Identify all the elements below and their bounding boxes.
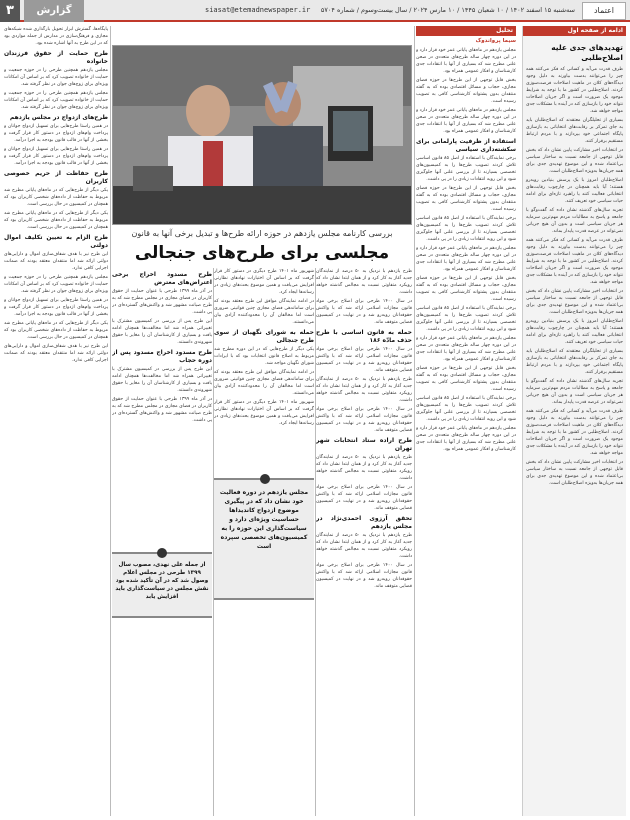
paragraph: برخی نمایندگان با استفاده از اصل ۸۵ قانون اساسی تلاش کردند تصویب طرح‌ها را به کمیسیون‌های تخصصی بسپارند تا از بررسی علنی آنها جلوگیری شود و این رویه انتقادات زیادی را در پی داشت.: [416, 156, 516, 182]
paragraph: در سال ۱۴۰۰ طرحی برای اصلاح برخی مواد قانون مجازات اسلامی ارائه شد که با واکنش حقوقدانان روبه‌رو شد و در نهایت در کمیسیون قضایی متوقف ماند.: [316, 347, 412, 373]
page-number: ۳: [0, 0, 20, 22]
pull-quote-2: [112, 552, 212, 618]
paragraph: یکی دیگر از طرح‌هایی که در ماه‌های پایانی مطرح شد مربوط به حفاظت از داده‌های شخصی کاربران بود که همچنان در کمیسیون در حال بررسی است.: [4, 321, 108, 340]
paragraph: در انتخابات اخیر مشارکت پایین نشان داد که بخش قابل توجهی از جامعه نسبت به ساختار سیاسی بی‌اعتماد شده و این موضوع تهدیدی جدی برای همه جریان‌ها به‌ویژه اصلاح‌طلبان است.: [526, 289, 623, 315]
right-column: [522, 26, 626, 816]
paragraph: در سال ۱۴۰۰ طرحی برای اصلاح برخی مواد قانون مجازات اسلامی ارائه شد که با واکنش حقوقدانان روبه‌رو شد و در نهایت در کمیسیون قضایی متوقف ماند.: [316, 407, 412, 433]
paragraph: این طرح نیز با هدف شفاف‌سازی اموال و دارایی‌های دولتی ارائه شد اما منتقدان معتقد بودند که ضمانت اجرایی کافی ندارد.: [4, 344, 108, 363]
paragraph: بخش قابل توجهی از این طرح‌ها در حوزه فضای مجازی، حجاب و مسائل اقتصادی بوده که به گفته منتقدان بدون پشتوانه کارشناسی کافی به تصویب رسیده است.: [416, 276, 516, 302]
page-header: [0, 0, 630, 22]
analysis-bar: تحلیل: [416, 26, 516, 36]
continuation-bar: ادامه از صفحه اول: [523, 26, 626, 36]
paragraph: طرح یازدهم با نزدیک به ۵۰ درصد از نمایندگان جدید آغاز به کار کرد و از همان ابتدا نشان داد که رویکرد متفاوتی نسبت به مجالس گذشته خواهد داشت.: [316, 269, 412, 295]
paragraph: در آذر ماه ۱۳۹۹ طرحی با عنوان حمایت از حقوق کاربران در فضای مجازی در مجلس مطرح شد که به طرح صیانت مشهور شد و واکنش‌های گسترده‌ای در پی داشت.: [112, 289, 212, 315]
site-email: siasat@etemadnewspaper.ir: [205, 6, 311, 14]
paragraph: در انتخابات اخیر مشارکت پایین نشان داد که بخش قابل توجهی از جامعه نسبت به ساختار سیاسی بی‌اعتماد شده و این موضوع تهدیدی جدی برای همه جریان‌ها به‌ویژه اصلاح‌طلبان است.: [526, 460, 623, 486]
paragraph: بسیاری از تحلیلگران معتقدند که اصلاح‌طلبان باید به جای تمرکز بر رقابت‌های انتخاباتی به بازسازی پایگاه اجتماعی خود بپردازند و با مردم ارتباط مستقیم برقرار کنند.: [526, 349, 623, 375]
paragraph: طرح یازدهم با نزدیک به ۵۰ درصد از نمایندگان جدید آغاز به کار کرد و از همان ابتدا نشان داد که رویکرد متفاوتی نسبت به مجالس گذشته خواهد داشت.: [316, 455, 412, 481]
paragraph: اصلاح‌طلبان امروز با یک پرسش بنیادین روبه‌رو هستند؛ آیا باید همچنان در چارچوب رقابت‌های انتخاباتی فعالیت کنند یا راهبرد تازه‌ای برای ادامه حیات سیاسی خود تعریف کنند.: [526, 319, 623, 345]
subheading: حمله به شورای نگهبان از سوی طرح جنجالی: [214, 329, 314, 344]
paragraph: مجلس یازدهم در ماه‌های پایانی عمر خود قرار دارد و در این دوره چهار ساله طرح‌های متعددی در صحن علنی مطرح شد که بسیاری از آنها با انتقادات جدی کارشناسان و افکار عمومی همراه بود.: [416, 336, 516, 362]
paragraph: بخش قابل توجهی از این طرح‌ها در حوزه فضای مجازی، حجاب و مسائل اقتصادی بوده که به گفته منتقدان بدون پشتوانه کارشناسی کافی به تصویب رسیده است.: [416, 186, 516, 212]
pull-quote-text: از جمله علی نهدی، مصوب سال ۱۳۹۹ طرحی در مجلس اعلام وصول شد که در آن تأکید شده بود نقش مجلس در سیاست‌گذاری باید افزایش یابد: [115, 562, 209, 600]
paragraph: این طرح پس از بررسی در کمیسیون مشترک با تغییراتی همراه شد اما مخالفت‌ها همچنان ادامه یافت و بسیاری از کارشناسان آن را مغایر با حقوق شهروندی دانستند.: [112, 319, 212, 345]
paragraph: در همین راستا طرح‌هایی برای تسهیل ازدواج جوانان و پرداخت وام‌های ازدواج در دستور کار قرار گرفت و بخشی از آنها در قالب قانون بودجه به اجرا درآمد.: [4, 147, 108, 166]
article-column-1: [316, 268, 412, 816]
paragraph: برخی نمایندگان با استفاده از اصل ۸۵ قانون اساسی تلاش کردند تصویب طرح‌ها را به کمیسیون‌های تخصصی بسپارند تا از بررسی علنی آنها جلوگیری شود و این رویه انتقادات زیادی را در پی داشت.: [416, 306, 516, 332]
paragraph: مجلس یازدهم در ماه‌های پایانی عمر خود قرار دارد و در این دوره چهار ساله طرح‌های متعددی در صحن علنی مطرح شد که بسیاری از آنها با انتقادات جدی کارشناسان و افکار عمومی همراه بود.: [416, 108, 516, 134]
subheading: طرح مسدود اخراج برخی اعتراض‌های معترض: [112, 271, 212, 286]
paragraph: بخش قابل توجهی از این طرح‌ها در حوزه فضای مجازی، حجاب و مسائل اقتصادی بوده که به گفته منتقدان بدون پشتوانه کارشناسی کافی به تصویب رسیده است.: [416, 78, 516, 104]
subheading: طرح الزام به تعیین تکلیف اموال دولتی: [4, 234, 108, 249]
column-divider: [110, 26, 111, 816]
subheading: طرح مسدود اخراج مسدود پس از دوره حجاب: [112, 349, 212, 364]
paragraph: مجلس یازدهم همچنین طرحی را در حوزه جمعیت و حمایت از خانواده تصویب کرد که بر اساس آن امکانات ویژه‌ای برای زوج‌های جوان در نظر گرفته شد.: [4, 91, 108, 110]
paragraph: بخش قابل توجهی از این طرح‌ها در حوزه فضای مجازی، حجاب و مسائل اقتصادی بوده که به گفته منتقدان بدون پشتوانه کارشناسی کافی به تصویب رسیده است.: [416, 366, 516, 392]
paragraph: شهریور ماه ۱۴۰۱ طرح دیگری در دستور کار قرار گرفت که بر اساس آن اختیارات نهادهای نظارتی افزایش می‌یافت و همین موضوع بحث‌های زیادی در رسانه‌ها ایجاد کرد.: [214, 400, 314, 426]
column-divider: [414, 26, 415, 816]
paragraph: تجربه سال‌های گذشته نشان داده که گفت‌وگو با جامعه و پاسخ به مطالبات مردم مهم‌ترین سرمایه هر جریان سیاسی است و بدون آن هیچ جریانی نمی‌تواند در عرصه قدرت پایدار بماند.: [526, 208, 623, 234]
paragraph: تجربه سال‌های گذشته نشان داده که گفت‌وگو با جامعه و پاسخ به مطالبات مردم مهم‌ترین سرمایه هر جریان سیاسی است و بدون آن هیچ جریانی نمی‌تواند در عرصه قدرت پایدار بماند.: [526, 379, 623, 405]
paragraph: در آذر ماه ۱۳۹۹ طرحی با عنوان حمایت از حقوق کاربران در فضای مجازی در مجلس مطرح شد که به طرح صیانت مشهور شد و واکنش‌های گسترده‌ای در پی داشت.: [112, 397, 212, 423]
paragraph: طرف قدرت می‌آید و کسانی که فکر می‌کنند همه چیز را می‌توانند بدست بیاورند به دلیل وجود دیدگاه‌های کلان در ماهیت اصلاحات فرصت‌سوزی کردند. اصلاح‌طلبی در کشور ما با توجه به شرایط موجود یک ضرورت است و اگر جریان اصلاحات نتواند خود را بازسازی کند در آینده با مشکلات جدی مواجه خواهد شد.: [526, 409, 623, 456]
subheading: تحقق آرزوی احمدی‌نژاد در مجلس یازدهم: [316, 515, 412, 530]
subheading: حمله به قانون اساسی با طرح حذف مادّه ۱۸۶: [316, 329, 412, 344]
subheading: طرح حفاظت از حریم خصوصی کاربران: [4, 170, 108, 185]
pull-quote-text: مجلس یازدهم در دوره فعالیت خود نشان داد که در پیگیری موضوع ازدواج کاندیداها حساسیت ویژه‌ای دارد و سیاست‌گذاری این حوزه را به کمیسیون‌های تخصصی سپرده است: [219, 489, 309, 550]
paragraph: این طرح پس از بررسی در کمیسیون مشترک با تغییراتی همراه شد اما مخالفت‌ها همچنان ادامه یافت و بسیاری از کارشناسان آن را مغایر با حقوق شهروندی دانستند.: [112, 367, 212, 393]
paragraph: پایگاه‌ها، گسترش ابزار تحویل بارگذاری شده شبکه‌های مجازی و فرهنگ‌سازی در مدارس از جمله مواردی بود که در این طرح به آنها اشاره شده بود.: [4, 27, 108, 46]
paragraph: این طرح نیز با هدف شفاف‌سازی اموال و دارایی‌های دولتی ارائه شد اما منتقدان معتقد بودند که ضمانت اجرایی کافی ندارد.: [4, 252, 108, 271]
right-article-title: تهدیدهای جدی علیه اصلاح‌طلبی: [551, 43, 623, 62]
paragraph: مجلس یازدهم در ماه‌های پایانی عمر خود قرار دارد و در این دوره چهار ساله طرح‌های متعددی در صحن علنی مطرح شد که بسیاری از آنها با انتقادات جدی کارشناسان و افکار عمومی همراه بود.: [416, 48, 516, 74]
paragraph: بسیاری از تحلیلگران معتقدند که اصلاح‌طلبان باید به جای تمرکز بر رقابت‌های انتخاباتی به بازسازی پایگاه اجتماعی خود بپردازند و با مردم ارتباط مستقیم برقرار کنند.: [526, 118, 623, 144]
left-column: [4, 26, 108, 816]
parliament-photo: [112, 45, 412, 225]
paragraph: برخی نمایندگان با استفاده از اصل ۸۵ قانون اساسی تلاش کردند تصویب طرح‌ها را به کمیسیون‌های تخصصی بسپارند تا از بررسی علنی آنها جلوگیری شود و این رویه انتقادات زیادی را در پی داشت.: [416, 396, 516, 422]
paragraph: در همین راستا طرح‌هایی برای تسهیل ازدواج جوانان و پرداخت وام‌های ازدواج در دستور کار قرار گرفت و بخشی از آنها در قالب قانون بودجه به اجرا درآمد.: [4, 124, 108, 143]
paragraph: در ادامه نمایندگان موافق این طرح معتقد بودند که برای ساماندهی فضای مجازی چنین قوانینی ضروری است اما مخالفان آن را محدودکننده آزادی بیان می‌دانستند.: [214, 370, 314, 396]
paragraph: مجلس یازدهم در ماه‌های پایانی عمر خود قرار دارد و در این دوره چهار ساله طرح‌های متعددی در صحن علنی مطرح شد که بسیاری از آنها با انتقادات جدی کارشناسان و افکار عمومی همراه بود.: [416, 246, 516, 272]
column-divider: [213, 268, 214, 816]
byline: سیما پرواندوک: [475, 38, 516, 44]
quote-marker: [260, 474, 270, 484]
pull-quote: [214, 478, 314, 600]
paragraph: در انتخابات اخیر مشارکت پایین نشان داد که بخش قابل توجهی از جامعه نسبت به ساختار سیاسی بی‌اعتماد شده و این موضوع تهدیدی جدی برای همه جریان‌ها به‌ویژه اصلاح‌طلبان است.: [526, 148, 623, 174]
date-line: سه‌شنبه ۱۵ اسفند ۱۴۰۲ / ۱۰ شعبان ۱۴۴۵ / ۱۰ مارس ۲۰۲۴ / سال بیست‌وسوم / شماره ۵۷۰۴: [320, 6, 575, 14]
analysis-column: [416, 26, 516, 816]
paragraph: طرف قدرت می‌آید و کسانی که فکر می‌کنند همه چیز را می‌توانند بدست بیاورند به دلیل وجود دیدگاه‌های کلان در ماهیت اصلاحات فرصت‌سوزی کردند. اصلاح‌طلبی در کشور ما با توجه به شرایط موجود یک ضرورت است و اگر جریان اصلاحات نتواند خود را بازسازی کند در آینده با مشکلات جدی مواجه خواهد شد.: [526, 67, 623, 114]
subheading: طرح‌های ازدواج در مجلس یازدهم: [9, 114, 108, 121]
subheading: طرح اراده ستاد انتخابات شهر تهران: [316, 437, 412, 452]
paragraph: یکی دیگر از طرح‌هایی که در ماه‌های پایانی مطرح شد مربوط به حفاظت از داده‌های شخصی کاربران بود که همچنان در کمیسیون در حال بررسی است.: [4, 211, 108, 230]
paragraph: یکی دیگر از طرح‌هایی که در ماه‌های پایانی مطرح شد مربوط به حفاظت از داده‌های شخصی کاربران بود که همچنان در کمیسیون در حال بررسی است.: [4, 188, 108, 207]
paragraph: در ادامه نمایندگان موافق این طرح معتقد بودند که برای ساماندهی فضای مجازی چنین قوانینی ضروری است اما مخالفان آن را محدودکننده آزادی بیان می‌دانستند.: [214, 299, 314, 325]
paragraph: طرح یازدهم با نزدیک به ۵۰ درصد از نمایندگان جدید آغاز به کار کرد و از همان ابتدا نشان داد که رویکرد متفاوتی نسبت به مجالس گذشته خواهد داشت.: [316, 377, 412, 403]
paragraph: مجلس یازدهم همچنین طرحی را در حوزه جمعیت و حمایت از خانواده تصویب کرد که بر اساس آن امکانات ویژه‌ای برای زوج‌های جوان در نظر گرفته شد.: [4, 275, 108, 294]
paragraph: در همین راستا طرح‌هایی برای تسهیل ازدواج جوانان و پرداخت وام‌های ازدواج در دستور کار قرار گرفت و بخشی از آنها در قالب قانون بودجه به اجرا درآمد.: [4, 298, 108, 317]
paragraph: اصلاح‌طلبان امروز با یک پرسش بنیادین روبه‌رو هستند؛ آیا باید همچنان در چارچوب رقابت‌های انتخاباتی فعالیت کنند یا راهبرد تازه‌ای برای ادامه حیات سیاسی خود تعریف کنند.: [526, 178, 623, 204]
paragraph: طرح یازدهم با نزدیک به ۵۰ درصد از نمایندگان جدید آغاز به کار کرد و از همان ابتدا نشان داد که رویکرد متفاوتی نسبت به مجالس گذشته خواهد داشت.: [316, 533, 412, 559]
subheading: طرح حمایت از حقوق فرزندان خانواده: [4, 50, 108, 65]
article-column-3: [112, 268, 212, 816]
paragraph: مجلس یازدهم همچنین طرحی را در حوزه جمعیت و حمایت از خانواده تصویب کرد که بر اساس آن امکانات ویژه‌ای برای زوج‌های جوان در نظر گرفته شد.: [4, 68, 108, 87]
column-divider: [315, 268, 316, 816]
paragraph: در سال ۱۴۰۰ طرحی برای اصلاح برخی مواد قانون مجازات اسلامی ارائه شد که با واکنش حقوقدانان روبه‌رو شد و در نهایت در کمیسیون قضایی متوقف ماند.: [316, 299, 412, 325]
photo-illustration: [113, 46, 412, 225]
paragraph: مجلس یازدهم در ماه‌های پایانی عمر خود قرار دارد و در این دوره چهار ساله طرح‌های متعددی در صحن علنی مطرح شد که بسیاری از آنها با انتقادات جدی کارشناسان و افکار عمومی همراه بود.: [416, 426, 516, 452]
quote-marker: [157, 548, 167, 558]
paragraph: برخی نمایندگان با استفاده از اصل ۸۵ قانون اساسی تلاش کردند تصویب طرح‌ها را به کمیسیون‌های تخصصی بسپارند تا از بررسی علنی آنها جلوگیری شود و این رویه انتقادات زیادی را در پی داشت.: [416, 216, 516, 242]
paragraph: در سال ۱۴۰۰ طرحی برای اصلاح برخی مواد قانون مجازات اسلامی ارائه شد که با واکنش حقوقدانان روبه‌رو شد و در نهایت در کمیسیون قضایی متوقف ماند.: [316, 485, 412, 511]
section-label: گزارش: [24, 0, 84, 22]
paragraph: یکی دیگر از طرح‌هایی که در این دوره مطرح شد مربوط به اصلاح قانون انتخابات بود که با ایرادات شورای نگهبان مواجه شد.: [214, 347, 314, 366]
paragraph: طرف قدرت می‌آید و کسانی که فکر می‌کنند همه چیز را می‌توانند بدست بیاورند به دلیل وجود دیدگاه‌های کلان در ماهیت اصلاحات فرصت‌سوزی کردند. اصلاح‌طلبی در کشور ما با توجه به شرایط موجود یک ضرورت است و اگر جریان اصلاحات نتواند خود را بازسازی کند در آینده با مشکلات جدی مواجه خواهد شد.: [526, 238, 623, 285]
paragraph: شهریور ماه ۱۴۰۱ طرح دیگری در دستور کار قرار گرفت که بر اساس آن اختیارات نهادهای نظارتی افزایش می‌یافت و همین موضوع بحث‌های زیادی در رسانه‌ها ایجاد کرد.: [214, 269, 314, 295]
article-subhead: بررسی کارنامه مجلس یازدهم در حوزه ارائه طرح‌ها و تبدیل برخی آنها به قانون: [131, 229, 393, 238]
subheading: استفاده از ظرفیت پارلمانی برای سکشته‌داری سیاسی: [416, 138, 516, 153]
newspaper-logo: اعتماد: [582, 2, 626, 20]
article-headline: مجلسی برای طرح‌های جنجالی: [134, 243, 390, 263]
paragraph: در سال ۱۴۰۰ طرحی برای اصلاح برخی مواد قانون مجازات اسلامی ارائه شد که با واکنش حقوقدانان روبه‌رو شد و در نهایت در کمیسیون قضایی متوقف ماند.: [316, 563, 412, 589]
